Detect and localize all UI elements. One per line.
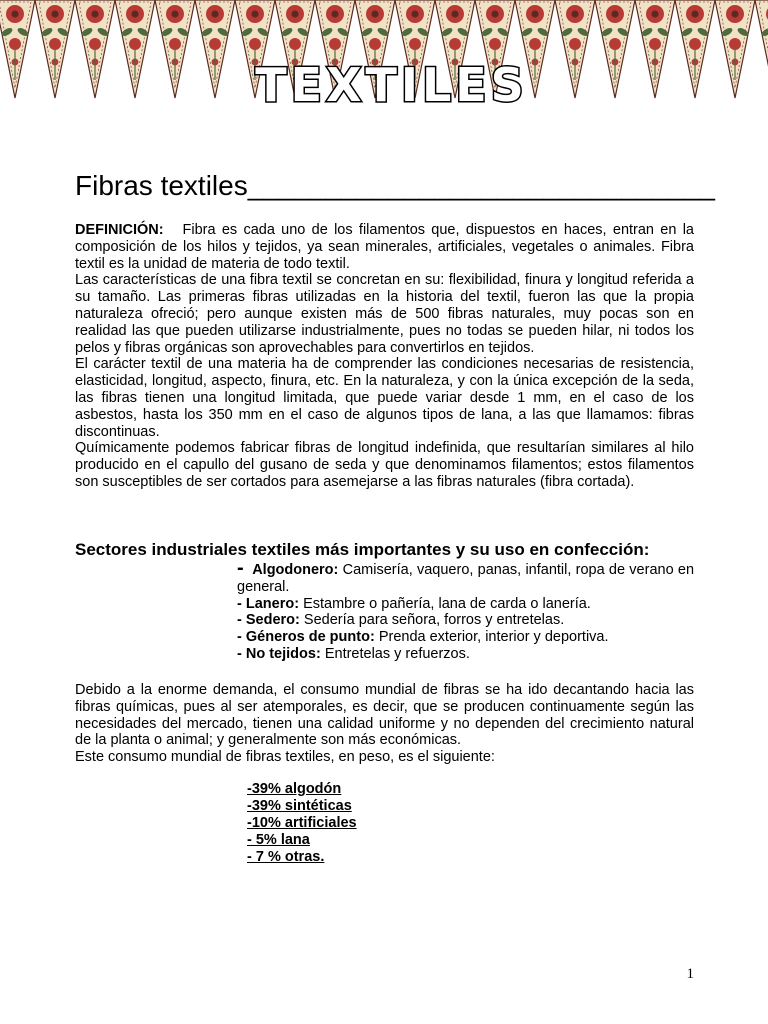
sector-label: Lanero: <box>245 595 300 612</box>
list-item: - 5% lana <box>247 832 310 848</box>
list-dash: - <box>237 645 242 662</box>
list-dash: - <box>237 557 244 579</box>
list-item: -39% algodón <box>247 781 342 797</box>
list-item: -39% sintéticas <box>247 798 352 814</box>
sector-label: Sedero: <box>245 612 300 629</box>
definition-paragraph-4: Químicamente podemos fabricar fibras de longitud indefinida, que resultarían similares al hilo producido en el capullo del gusano de seda y que denominamos filamentos; estos filamentos son susceptibles de ser cortados para asemejarse a las fibras naturales (fibra cortada). <box>75 440 694 490</box>
sector-label: Algodonero: <box>252 562 339 578</box>
list-item: -10% artificiales <box>247 815 357 831</box>
page-number: 1 <box>686 966 694 982</box>
list-item <box>237 629 694 646</box>
consumption-paragraph-2: Este consumo mundial de fibras textiles, en peso, es el siguiente: <box>75 749 495 766</box>
sector-text: Prenda exterior, interior y deportiva. <box>378 629 609 646</box>
list-item <box>237 612 694 629</box>
definition-paragraph-1 <box>75 222 694 272</box>
sector-text: Entretelas y refuerzos. <box>324 645 470 662</box>
list-dash: - <box>237 612 242 629</box>
list-item: - 7 % otras. <box>247 849 325 865</box>
list-dash: - <box>237 595 242 612</box>
consumption-paragraph-1: Debido a la enorme demanda, el consumo mundial de fibras se ha ido decantando hacia las fibras químicas, pues al ser atemporales, es decir, que se producen continuamente según las necesidades del mercado, tienen una calidad uniforme y no dependen del crecimiento natural de la planta o animal; y generalmente son más económicas. <box>75 682 694 749</box>
sectors-heading: Sectores industriales textiles más importantes y su uso en confección: <box>75 540 650 559</box>
list-item <box>237 557 695 596</box>
consumption-section <box>75 682 694 766</box>
consumption-percentages <box>247 781 357 866</box>
sector-text: Sedería para señora, forros y entretelas. <box>303 612 565 629</box>
sector-text: Camisería, vaquero, panas, infantil, ropa de verano en general. <box>237 562 695 595</box>
definition-paragraph-3: El carácter textil de una materia ha de comprender las condiciones necesarias de resistencia, elasticidad, longitud, aspecto, finura, etc. En la naturaleza, y con la única excepción de la seda, las fibras tienen una longitud limitada, que puede variar desde 1 mm, en el caso de los asbestos, hasta los 350 mm en el caso de algunos tipos de lana, a las que llamamos: fibras discontinuas. <box>75 356 694 440</box>
list-item <box>237 646 694 663</box>
definition-text: Fibra es cada uno de los filamentos que, dispuestos en haces, entran en la composición de los hilos y tejidos, ya sean minerales, artificiales, vegetales o animales. Fibra textil es la unidad de materia de todo textil. <box>75 222 694 272</box>
sector-label: No tejidos: <box>245 645 321 662</box>
definition-paragraph-2: Las características de una fibra textil se concretan en su: flexibilidad, finura y longitud referida a su tamaño. Las primeras fibras utilizadas en la historia del textil, fueron las que la propia naturaleza ofreció; pero aunque existen más de 500 fibras naturales, muy pocas son en realidad las que pueden utilizarse industrialmente, pues no todas se pueden hilar, ni todos los pelos y fibras orgánicas son aprovechables para convertirlos en tejidos. <box>75 272 694 356</box>
sectors-list <box>237 557 695 663</box>
sector-label: Géneros de punto: <box>245 629 375 646</box>
sector-text: Estambre o pañería, lana de carda o lanería. <box>303 595 591 612</box>
definition-section <box>75 222 694 491</box>
list-dash: - <box>237 629 242 646</box>
page-heading: Fibras textiles______________________________ <box>75 170 715 201</box>
banner-title: TEXTILES <box>255 58 528 112</box>
list-item <box>237 596 694 613</box>
definition-label: DEFINICIÓN: <box>75 222 164 238</box>
